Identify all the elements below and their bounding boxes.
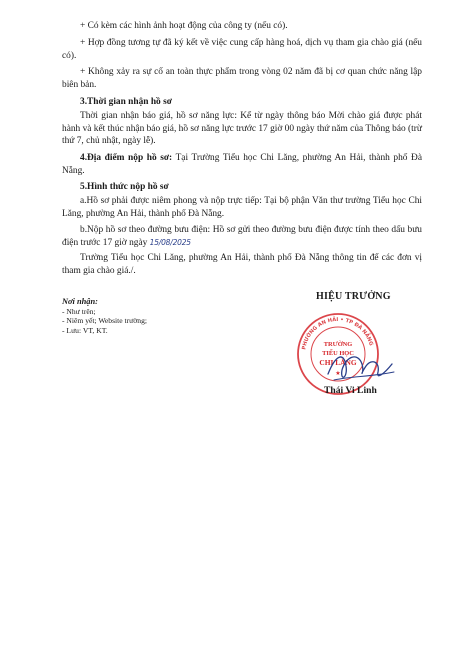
recipients-title: Nơi nhận: (62, 297, 98, 306)
paragraph-contracts: + Hợp đồng tương tự đã ký kết về việc cung cấp hàng hoá, dịch vụ tham gia chào giá (nếu có). (62, 38, 422, 61)
section-4 (62, 152, 422, 177)
section-5-b-text: b.Nộp hồ sơ theo đường bưu điện: Hồ sơ gửi theo đường bưu điện được tính theo dấu bưu điện trước 17 giờ ngày (62, 225, 422, 248)
recipient-item: - Lưu: VT, KT. (62, 325, 108, 335)
section-4-body: Tại Trường Tiểu học Chi Lăng, phường An Hải, thành phố Đà Nẵng. (62, 153, 422, 176)
handwritten-date: 15/08/2025 (149, 237, 191, 247)
paragraph-food-safety: + Không xảy ra sự cố an toàn thực phẩm trong vòng 02 năm đã bị cơ quan chức năng lập biên bản. (62, 67, 422, 90)
recipient-item: - Như trên; (62, 306, 96, 316)
section-3-title: 3.Thời gian nhận hồ sơ (80, 97, 172, 107)
stamp-line-2: TIỂU HỌC (322, 350, 354, 357)
signer-title: HIỆU TRƯỞNG (316, 291, 391, 302)
recipients-block (62, 297, 147, 335)
signer-name: Thái Vi Linh (324, 385, 377, 396)
stamp-line-3: CHI LĂNG (319, 358, 357, 367)
stamp-ring-text: PHƯỜNG AN HẢI • TP ĐÀ NẴNG (301, 316, 374, 351)
section-5-heading (80, 181, 169, 194)
stamp-line-1: TRƯỜNG (323, 341, 353, 348)
section-3-body: Thời gian nhận báo giá, hồ sơ năng lực: Kể từ ngày thông báo Mời chào giá được phát hành và kết thúc nhận báo giá, hồ sơ năng lực trước 17 giờ 00 ngày thứ năm của Thông báo (trừ thứ 7, chủ nhật, ngày lễ). (62, 111, 422, 147)
stamp-star-icon: ★ (335, 370, 341, 377)
section-5-title: 5.Hình thức nộp hồ sơ (80, 182, 169, 192)
section-3-heading (80, 96, 172, 109)
section-4-title: 4.Địa điểm nộp hồ sơ: (80, 153, 173, 163)
handwritten-signature (322, 344, 402, 388)
closing-paragraph: Trường Tiểu học Chi Lăng, phường An Hải, thành phố Đà Nẵng thông tin để các đơn vị tham gia chào giá./. (62, 253, 422, 276)
section-5-b (62, 224, 422, 249)
paragraph-photos: + Có kèm các hình ảnh hoạt động của công ty (nếu có). (80, 21, 288, 31)
recipient-item: - Niêm yết; Website trường; (62, 316, 147, 326)
section-5-a: a.Hồ sơ phải được niêm phong và nộp trực tiếp: Tại bộ phận Văn thư trường Tiểu học Chi Lăng, phường An Hải, thành phố Đà Nẵng. (62, 196, 422, 219)
